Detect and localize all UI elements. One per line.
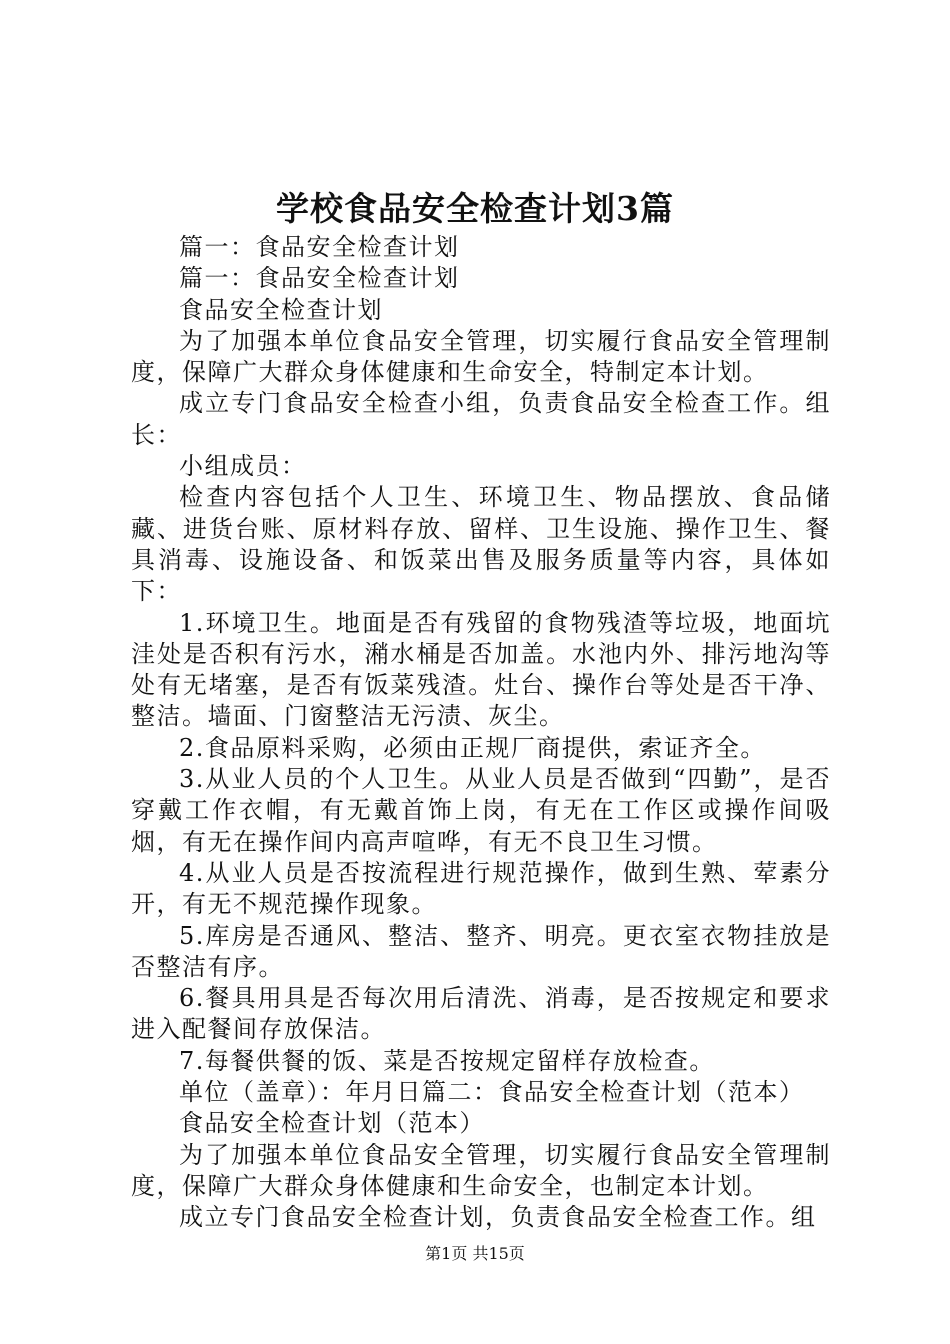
paragraph: 食品安全检查计划 [179, 295, 383, 324]
paragraph: 为了加强本单位食品安全管理，切实履行食品安全管理制度，保障广大群众身体健康和生命安全，特制定本计划。 [131, 326, 831, 387]
paragraph: 4.从业人员是否按流程进行规范操作，做到生熟、荤素分开，有无不规范操作现象。 [131, 858, 831, 919]
document-title: 学校食品安全检查计划3篇 [276, 189, 674, 228]
paragraph: 单位（盖章）：年月日篇二：食品安全检查计划（范本） [179, 1078, 805, 1107]
paragraph: 7.每餐供餐的饭、菜是否按规定留样存放检查。 [179, 1046, 715, 1075]
paragraph: 5.库房是否通风、整洁、整齐、明亮。更衣室衣物挂放是否整洁有序。 [131, 921, 831, 981]
paragraph: 为了加强本单位食品安全管理，切实履行食品安全管理制度，保障广大群众身体健康和生命安全，也制定本计划。 [131, 1140, 831, 1200]
paragraph: 食品安全检查计划（范本） [179, 1109, 485, 1138]
paragraph: 小组成员： [179, 452, 307, 481]
paragraph: 2.食品原料采购，必须由正规厂商提供，索证齐全。 [179, 733, 766, 762]
paragraph: 篇一：食品安全检查计划 [179, 233, 460, 261]
paragraph: 检查内容包括个人卫生、环境卫生、物品摆放、食品储藏、进货台账、原材料存放、留样、卫生设施、操作卫生、餐具消毒、设施设备、和饭菜出售及服务质量等内容，具体如下： [131, 483, 831, 606]
page-number-footer: 第1页 共15页 [425, 1244, 525, 1263]
paragraph: 6.餐具用具是否每次用后清洗、消毒，是否按规定和要求进入配餐间存放保洁。 [131, 984, 831, 1044]
paragraph: 成立专门食品安全检查计划，负责食品安全检查工作。组 [179, 1203, 817, 1232]
paragraph: 篇一：食品安全检查计划 [179, 264, 460, 293]
paragraph: 1.环境卫生。地面是否有残留的食物残渣等垃圾，地面坑洼处是否积有污水，潲水桶是否加盖。水池内外、排污地沟等处有无堵塞，是否有饭菜残渣。灶台、操作台等处是否干净、整洁。墙面、门窗整洁无污渍、灰尘。 [131, 608, 831, 731]
paragraph: 成立专门食品安全检查小组，负责食品安全检查工作。组长： [131, 389, 831, 449]
paragraph: 3.从业人员的个人卫生。从业人员是否做到“四勤”，是否穿戴工作衣帽，有无戴首饰上岗，有无在工作区或操作间吸烟，有无在操作间内高声喧哗，有无不良卫生习惯。 [131, 765, 831, 856]
document-body [131, 232, 831, 1234]
